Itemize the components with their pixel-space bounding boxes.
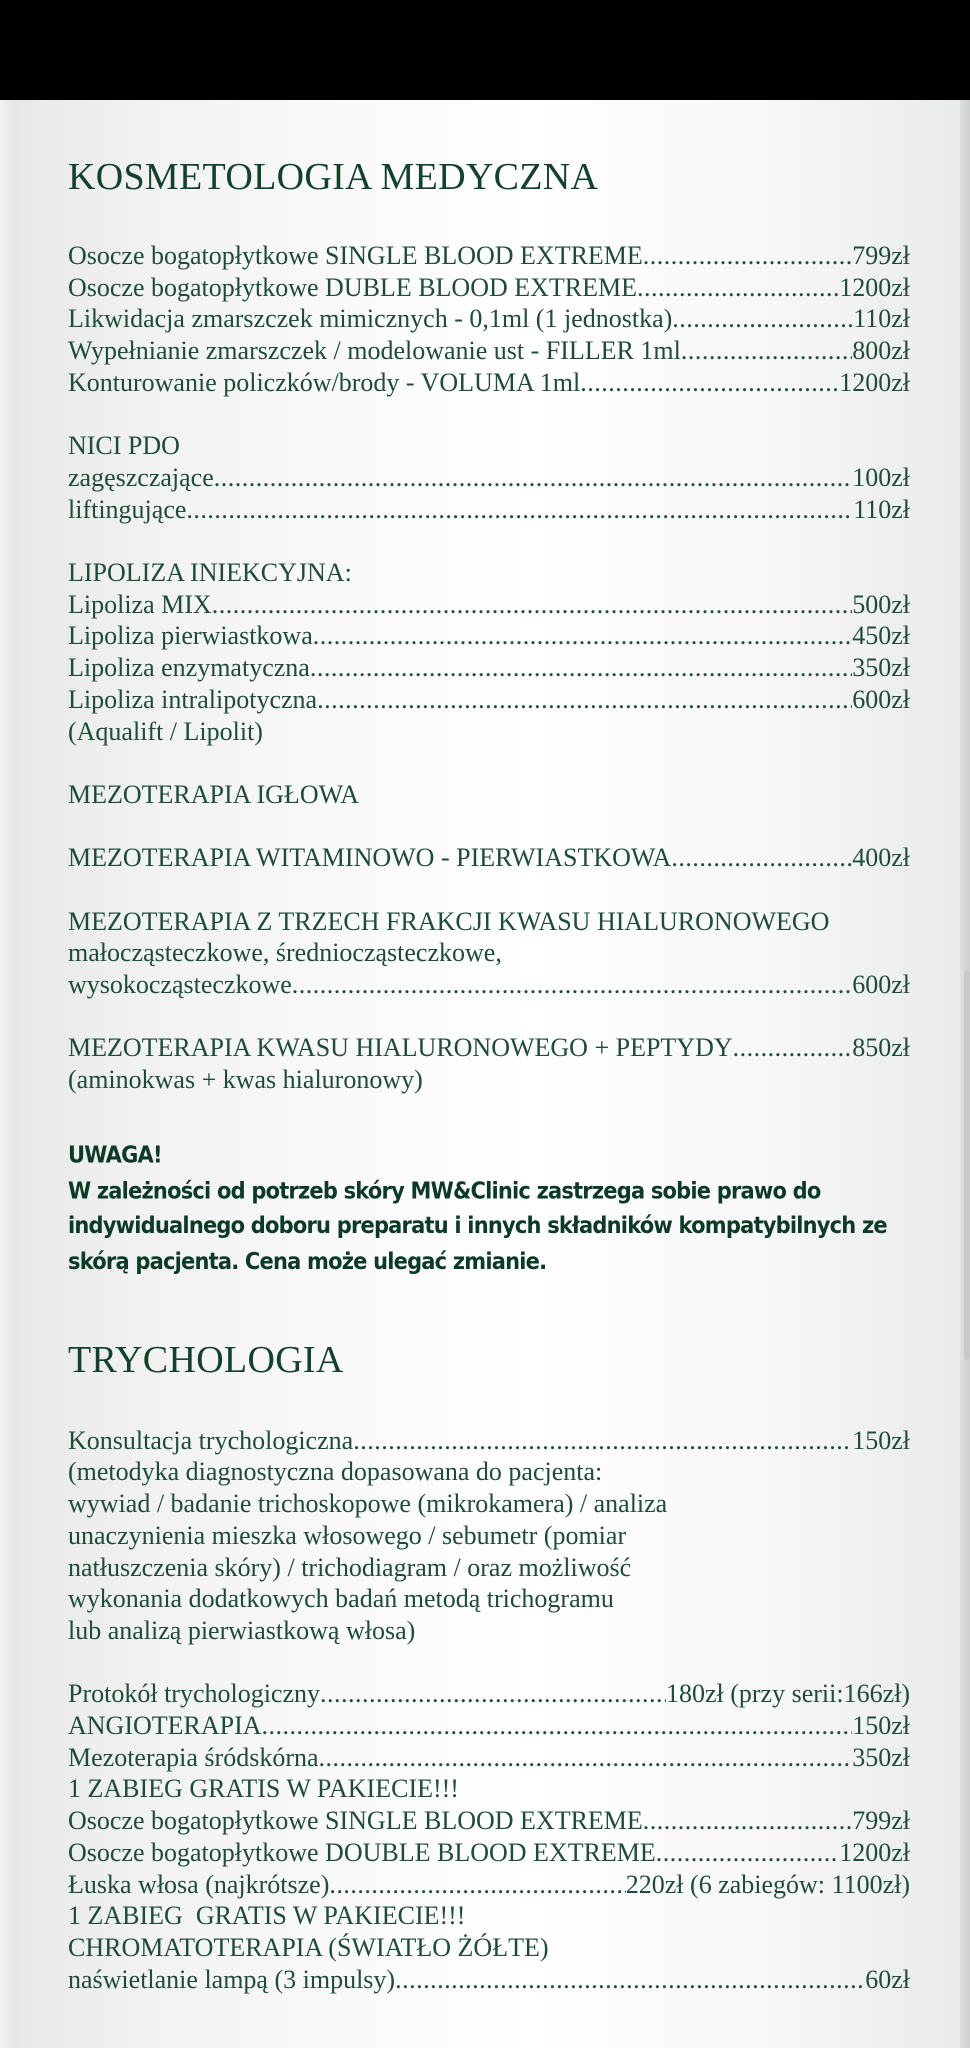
item-note: (Aqualift / Lipolit) [68, 716, 263, 746]
item-label: Osocze bogatopłytkowe DOUBLE BLOOD EXTREME [68, 1837, 656, 1867]
item-label: Mezoterapia śródskórna [68, 1742, 319, 1772]
item-price: 799zł [852, 241, 910, 270]
item-label: Osocze bogatopłytkowe SINGLE BLOOD EXTREME [68, 241, 643, 270]
item-price: 150zł [852, 1711, 910, 1741]
top-black-bar [0, 0, 970, 100]
price-list [68, 100, 910, 1995]
warning-line: indywidualnego doboru preparatu i innych składników kompatybilnych ze [68, 1212, 887, 1240]
price-row [68, 969, 910, 1001]
price-row [68, 1964, 910, 1996]
price-row [68, 303, 910, 335]
price-row [68, 1742, 910, 1774]
item-description: małocząsteczkowe, średniocząsteczkowe, [68, 938, 502, 968]
dot-leader [643, 1805, 852, 1837]
warning-line: skórą pacjenta. Cena może ulegać zmianie. [68, 1247, 547, 1275]
price-row [68, 367, 910, 399]
item-price: 350zł [852, 653, 910, 683]
price-row [68, 842, 910, 874]
dot-leader [310, 652, 852, 684]
item-price: 500zł [852, 589, 910, 619]
dot-leader [681, 335, 852, 367]
item-description: wywiad / badanie trichoskopowe (mikrokamera) / analiza [68, 1489, 668, 1519]
item-label: Lipoliza intralipotyczna [68, 684, 318, 714]
promo-note: 1 ZABIEG GRATIS W PAKIECIE!!! [68, 1774, 459, 1804]
price-row [68, 494, 910, 526]
group-heading-mezo-iglowa: MEZOTERAPIA IGŁOWA [68, 779, 360, 809]
item-price: 800zł [852, 336, 910, 366]
item-price: 110zł [853, 304, 910, 334]
dot-leader [186, 494, 853, 526]
item-label: Konturowanie policzków/brody - VOLUMA 1ml [68, 367, 581, 397]
group-heading-nici: NICI PDO [68, 431, 180, 461]
dot-leader [733, 1032, 853, 1064]
price-row [68, 1710, 910, 1742]
dot-leader [637, 272, 839, 304]
item-price: 600zł [852, 970, 910, 1000]
section-title-kosmetologia: KOSMETOLOGIA MEDYCZNA [68, 156, 599, 198]
item-description: unaczynienia mieszka włosowego / sebumetr (pomiar [68, 1520, 627, 1550]
item-price: 600zł [852, 684, 910, 714]
dot-leader [671, 842, 852, 874]
item-label: MEZOTERAPIA KWASU HIALURONOWEGO + PEPTYDY [68, 1033, 733, 1063]
dot-leader [292, 969, 852, 1001]
price-row [68, 684, 910, 716]
warning-title: UWAGA! [68, 1141, 162, 1169]
price-row [68, 240, 910, 272]
dot-leader [672, 303, 853, 335]
dot-leader [313, 620, 852, 652]
item-price: 400zł [852, 843, 910, 873]
item-price: 150zł [852, 1425, 910, 1455]
item-label: Osocze bogatopłytkowe DUBLE BLOOD EXTREME [68, 272, 638, 302]
item-label: Protokół trychologiczny [68, 1679, 321, 1709]
item-label: Wypełnianie zmarszczek / modelowanie ust - FILLER 1ml [68, 336, 681, 366]
dot-leader [395, 1964, 865, 1996]
section-title-trychologia: TRYCHOLOGIA [68, 1338, 344, 1381]
dot-leader [353, 1425, 852, 1457]
item-price: 1200zł [839, 1837, 910, 1867]
item-price: 60zł [865, 1964, 910, 1994]
price-row [68, 1425, 910, 1457]
item-label: naświetlanie lampą (3 impulsy) [68, 1964, 396, 1994]
dot-leader [580, 367, 839, 399]
promo-note: 1 ZABIEG GRATIS W PAKIECIE!!! [68, 1901, 466, 1931]
dot-leader [656, 1837, 839, 1869]
item-price: 100zł [852, 462, 910, 492]
warning-line: W zależności od potrzeb skóry MW&Clinic zastrzega sobie prawo do [68, 1176, 821, 1204]
dot-leader [317, 684, 852, 716]
item-price: 1200zł [839, 367, 910, 397]
dot-leader [320, 1678, 666, 1710]
item-label: Lipoliza MIX [68, 589, 212, 619]
item-label: Lipoliza pierwiastkowa [68, 621, 313, 651]
price-row [68, 1869, 910, 1901]
item-label: Likwidacja zmarszczek mimicznych - 0,1ml (1 jednostka) [68, 304, 673, 334]
warning-notice [68, 1138, 910, 1280]
price-row [68, 1805, 910, 1837]
item-label: Osocze bogatopłytkowe SINGLE BLOOD EXTREME [68, 1806, 643, 1836]
dot-leader [262, 1710, 853, 1742]
item-price: 180zł (przy serii:166zł) [665, 1679, 910, 1709]
item-price: 220zł (6 zabiegów: 1100zł) [625, 1869, 910, 1899]
item-label: MEZOTERAPIA WITAMINOWO - PIERWIASTKOWA [68, 843, 672, 873]
item-label: wysokocząsteczkowe [68, 970, 292, 1000]
group-heading-mezo-trzech: MEZOTERAPIA Z TRZECH FRAKCJI KWASU HIALURONOWEGO [68, 906, 830, 936]
price-row [68, 462, 910, 494]
scrollbar-thumb[interactable] [964, 970, 970, 1360]
item-label: Konsultacja trychologiczna [68, 1425, 354, 1455]
item-description: wykonania dodatkowych badań metodą trichogramu [68, 1584, 614, 1614]
item-price: 1200zł [839, 272, 910, 302]
price-row [68, 335, 910, 367]
price-row [68, 652, 910, 684]
dot-leader [319, 1742, 853, 1774]
item-price: 450zł [852, 621, 910, 651]
item-description: (metodyka diagnostyczna dopasowana do pacjenta: [68, 1457, 603, 1487]
item-note: (aminokwas + kwas hialuronowy) [68, 1065, 423, 1095]
item-label: Łuska włosa (najkrótsze) [68, 1869, 330, 1899]
price-row [68, 272, 910, 304]
dot-leader [329, 1869, 625, 1901]
item-price: 799zł [852, 1806, 910, 1836]
item-price: 850zł [852, 1033, 910, 1063]
price-row [68, 620, 910, 652]
item-price: 350zł [852, 1742, 910, 1772]
item-label: zagęszczające [68, 462, 214, 492]
price-row [68, 1678, 910, 1710]
group-heading-lipoliza: LIPOLIZA INIEKCYJNA: [68, 558, 352, 587]
group-heading-chromatoterapia: CHROMATOTERAPIA (ŚWIATŁO ŻÓŁTE) [68, 1932, 549, 1962]
dot-leader [214, 462, 852, 494]
dot-leader [212, 589, 853, 621]
price-row [68, 1032, 910, 1064]
item-description: lub analizą pierwiastkową włosa) [68, 1615, 416, 1645]
left-edge-shadow [0, 100, 18, 2048]
dot-leader [643, 240, 852, 272]
item-label: liftingujące [68, 494, 187, 524]
price-row [68, 589, 910, 621]
price-row [68, 1837, 910, 1869]
item-description: natłuszczenia skóry) / trichodiagram / oraz możliwość [68, 1552, 632, 1582]
item-label: ANGIOTERAPIA [68, 1711, 262, 1741]
item-price: 110zł [853, 494, 910, 524]
item-label: Lipoliza enzymatyczna [68, 653, 310, 683]
